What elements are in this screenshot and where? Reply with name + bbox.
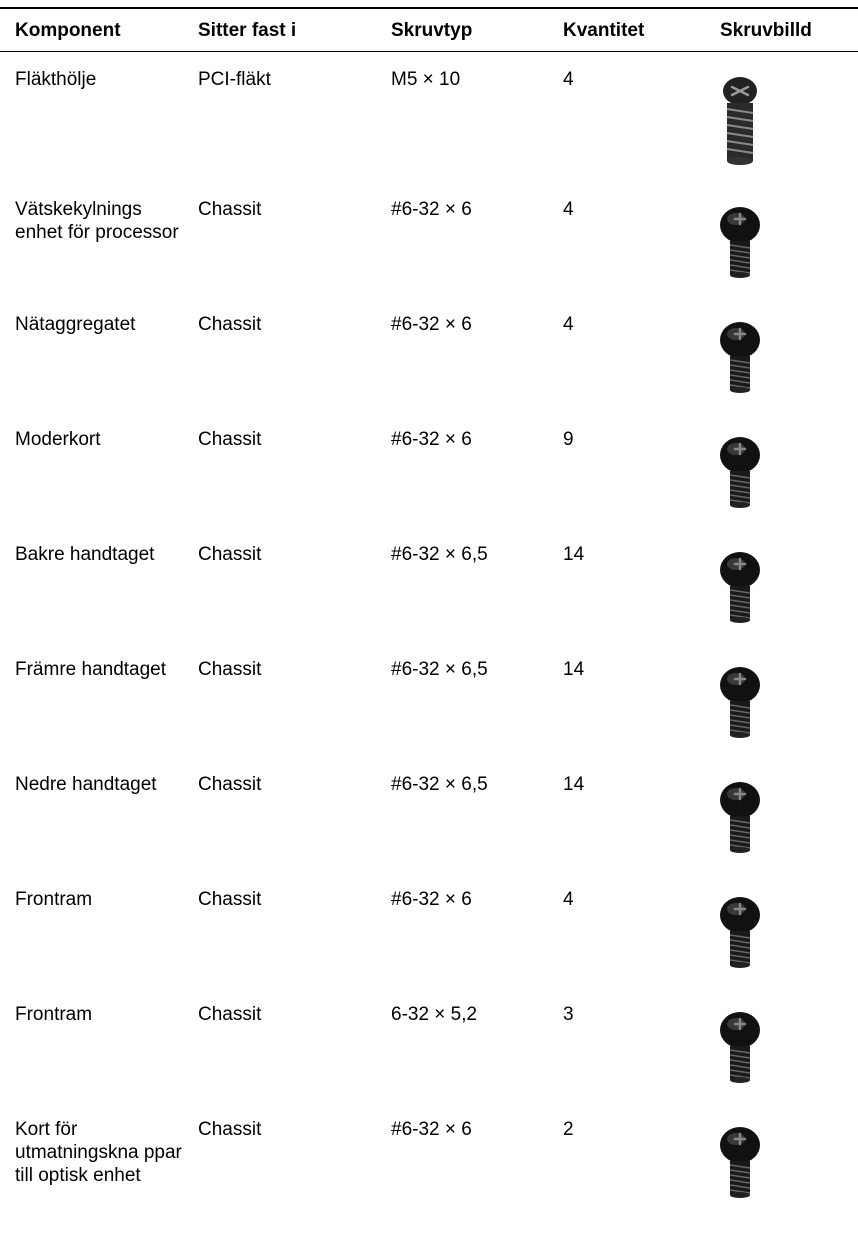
cell-quantity: 3 xyxy=(563,1004,574,1025)
cell-component: Främre handtaget xyxy=(15,659,167,680)
cell-screw-type: #6-32 × 6,5 xyxy=(391,544,488,565)
header-skruvbilld: Skruvbilld xyxy=(720,20,812,41)
cell-attached-to: Chassit xyxy=(198,199,262,220)
cell-screw-type: 6-32 × 5,2 xyxy=(391,1004,478,1025)
cell-quantity: 14 xyxy=(563,659,585,680)
cell-quantity: 14 xyxy=(563,544,585,565)
pan-head-screw-icon xyxy=(705,663,855,773)
header-rule xyxy=(0,51,858,52)
cell-attached-to: Chassit xyxy=(198,659,262,680)
pan-head-screw-icon xyxy=(705,203,855,313)
pan-head-screw-icon xyxy=(705,548,855,658)
cell-quantity: 4 xyxy=(563,69,574,90)
cell-attached-to: Chassit xyxy=(198,774,262,795)
cell-attached-to: PCI-fläkt xyxy=(198,69,271,90)
cell-screw-type: #6-32 × 6 xyxy=(391,1119,472,1140)
cell-screw-type: #6-32 × 6 xyxy=(391,199,472,220)
cell-screw-type: M5 × 10 xyxy=(391,69,461,90)
cell-quantity: 14 xyxy=(563,774,585,795)
cell-component: Fläkthölje xyxy=(15,69,97,90)
pan-head-screw-icon xyxy=(705,318,855,428)
header-kvantitet: Kvantitet xyxy=(563,20,645,41)
cell-component: Frontram xyxy=(15,889,93,910)
cell-component: Bakre handtaget xyxy=(15,544,155,565)
cell-quantity: 2 xyxy=(563,1119,574,1140)
cell-component: Kort för utmatningskna ppar till optisk enhet xyxy=(15,1119,182,1186)
cell-screw-type: #6-32 × 6,5 xyxy=(391,659,488,680)
cell-screw-type: #6-32 × 6 xyxy=(391,889,472,910)
cell-quantity: 9 xyxy=(563,429,574,450)
table-top-rule xyxy=(0,7,858,9)
cell-quantity: 4 xyxy=(563,889,574,910)
pan-head-screw-icon xyxy=(705,1123,855,1233)
cell-attached-to: Chassit xyxy=(198,889,262,910)
cell-quantity: 4 xyxy=(563,199,574,220)
cell-component: Nedre handtaget xyxy=(15,774,157,795)
cell-component: Nätaggregatet xyxy=(15,314,136,335)
pan-head-screw-icon xyxy=(705,778,855,888)
cell-quantity: 4 xyxy=(563,314,574,335)
cell-component: Vätskekylnings enhet för processor xyxy=(15,199,179,243)
cell-attached-to: Chassit xyxy=(198,1004,262,1025)
cell-attached-to: Chassit xyxy=(198,544,262,565)
cell-screw-type: #6-32 × 6,5 xyxy=(391,774,488,795)
header-skruvtyp: Skruvtyp xyxy=(391,20,473,41)
pan-head-screw-icon xyxy=(705,1008,855,1118)
cell-component: Moderkort xyxy=(15,429,101,450)
pan-head-screw-icon xyxy=(705,893,855,1003)
pan-head-screw-icon xyxy=(705,433,855,543)
cell-screw-type: #6-32 × 6 xyxy=(391,429,472,450)
cell-attached-to: Chassit xyxy=(198,429,262,450)
header-komponent: Komponent xyxy=(15,20,121,41)
cell-attached-to: Chassit xyxy=(198,314,262,335)
threaded-insert-screw-icon xyxy=(705,73,855,183)
cell-component: Frontram xyxy=(15,1004,93,1025)
header-sitter-fast-i: Sitter fast i xyxy=(198,20,297,41)
cell-screw-type: #6-32 × 6 xyxy=(391,314,472,335)
cell-attached-to: Chassit xyxy=(198,1119,262,1140)
